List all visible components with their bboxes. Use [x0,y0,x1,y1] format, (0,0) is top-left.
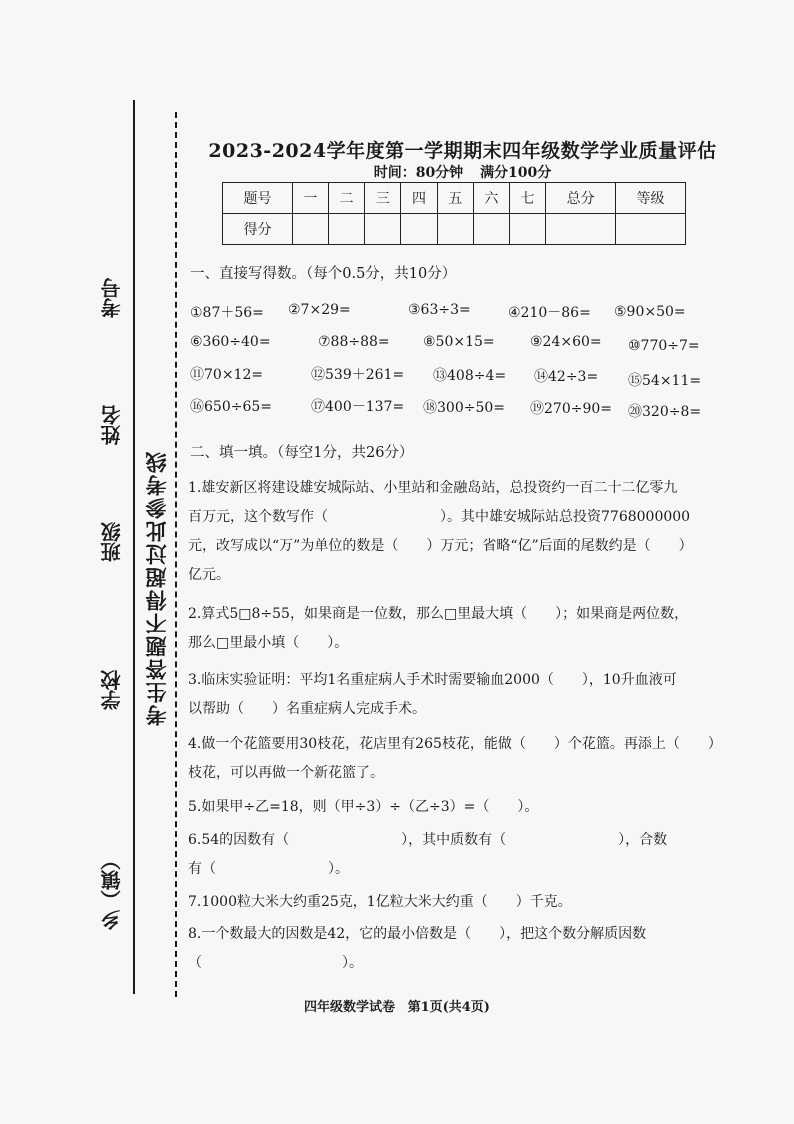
score-input-cell[interactable] [437,214,473,245]
calc-item: ⑦88÷88= [318,334,390,350]
calc-item: ⑪70×12= [190,367,264,383]
binding-warning-text: 考生答题不得超过此参考线 [144,450,169,726]
score-table [222,182,686,245]
exam-number-field-label: 考号 [100,278,124,318]
question-line: 2.算式5□8÷55，如果商是一位数，那么□里最大填（ ）；如果商是两位数， [188,606,689,622]
question-line: 百万元，这个数写作（ ）。其中雄安城际站总投资7768000000 [188,509,691,525]
score-table-cell: 等级 [616,183,686,214]
question-line: 4.做一个花篮要用30枝花，花店里有265枝花，能做（ ）个花篮。再添上（ ） [188,736,722,752]
score-table-cell: 七 [509,183,545,214]
question-line: 以帮助（ ）名重症病人完成手术。 [188,701,426,717]
exam-title: 2023-2024学年度第一学期期末四年级数学学业质量评估 [208,140,717,162]
question-4 [188,730,722,788]
question-line: 7.1000粒大米大约重25克，1亿粒大米大约重（ ）千克。 [188,894,572,910]
score-input-cell[interactable] [401,214,437,245]
calc-item: ⑭42÷3= [534,369,599,385]
calc-item: ④210－86= [508,305,591,321]
section-1-heading: 一、直接写得数。（每个0.5分，共10分） [190,266,457,282]
score-table-score-row [223,214,686,245]
score-table-cell: 五 [437,183,473,214]
exam-meta [200,162,725,182]
score-table-cell: 得分 [223,214,293,245]
question-6 [188,826,718,884]
calc-item: ⑫539＋261= [311,367,405,383]
question-line: （ ）。 [188,955,363,971]
exam-time: 时间：80分钟 [373,165,464,181]
school-field-label: 学校 [100,670,124,710]
question-8 [188,920,718,978]
calc-item: ⑲270÷90= [530,401,612,417]
binding-dashed-line [175,112,177,997]
question-3 [188,666,718,724]
score-table-cell: 一 [292,183,328,214]
score-table-header-row [223,183,686,214]
score-table-cell: 题号 [223,183,293,214]
question-line: 5.如果甲÷乙=18，则（甲÷3）÷（乙÷3）=（ ）。 [188,799,539,815]
calc-item: ⑩770÷7= [628,338,700,354]
page-footer [0,996,794,1015]
question-line: 6.54的因数有（ ），其中质数有（ ），合数 [188,832,668,848]
calc-item: ⑮54×11= [628,373,702,389]
score-table-cell: 四 [401,183,437,214]
score-input-cell[interactable] [473,214,509,245]
score-table-cell: 三 [365,183,401,214]
calc-item: ⑯650÷65= [190,399,272,415]
question-line: 枝花，可以再做一个新花篮了。 [188,765,384,781]
question-line: 3.临床实验证明：平均1名重症病人手术时需要输血2000（ ），10升血液可 [188,672,677,688]
question-2 [188,600,718,658]
score-input-cell[interactable] [509,214,545,245]
class-field-label: 班级 [100,522,124,562]
question-line: 元，改写成以“万”为单位的数是（ ）万元；省略“亿”后面的尾数约是（ ） [188,538,693,554]
calc-item: ①87＋56= [190,305,264,321]
score-input-cell[interactable] [365,214,401,245]
question-line: 那么□里最小填（ ）。 [188,635,349,651]
calc-item: ③63÷3= [408,302,471,318]
question-5 [188,793,718,822]
binding-solid-line [133,100,135,994]
calc-item: ⑨24×60= [530,334,602,350]
score-input-cell[interactable] [546,214,616,245]
calc-item: ⑳320÷8= [628,404,702,420]
calc-item: ⑰400－137= [311,399,405,415]
question-line: 8.一个数最大的因数是42，它的最小倍数是（ ），把这个数分解质因数 [188,926,647,942]
question-line: 亿元。 [188,567,230,583]
calc-item: ⑤90×50= [614,304,686,320]
calc-item: ⑱300÷50= [423,400,505,416]
score-table-cell: 二 [329,183,365,214]
footer-page-number: 第1页(共4页) [407,1000,490,1015]
name-field-label: 姓名 [100,405,124,445]
score-table-cell: 总分 [546,183,616,214]
calc-item: ⑧50×15= [423,334,495,350]
section-2-heading: 二、填一填。（每空1分，共26分） [190,445,414,461]
town-field-label: 乡（镇） [100,850,124,930]
question-line: 1.雄安新区将建设雄安城际站、小里站和金融岛站，总投资约一百二十二亿零九 [188,480,678,496]
calc-item: ⑥360÷40= [190,334,271,350]
calc-item: ②7×29= [288,302,351,318]
exam-full-score: 满分100分 [480,165,552,181]
footer-subject: 四年级数学试卷 [304,1000,396,1015]
calc-item: ⑬408÷4= [433,368,507,384]
score-input-cell[interactable] [329,214,365,245]
question-1 [188,474,718,590]
score-table-cell: 六 [473,183,509,214]
score-input-cell[interactable] [292,214,328,245]
score-input-cell[interactable] [616,214,686,245]
question-7 [188,888,718,917]
question-line: 有（ ）。 [188,861,349,877]
